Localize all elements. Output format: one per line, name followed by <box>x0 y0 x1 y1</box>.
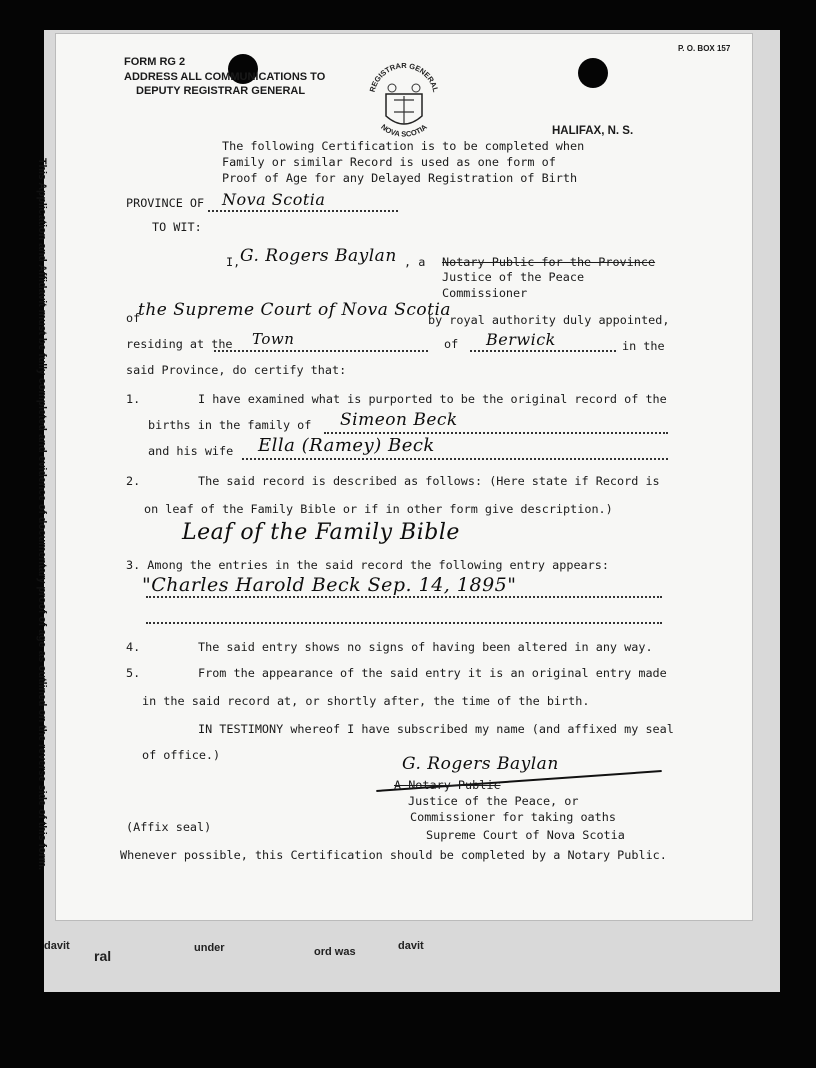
place-type: Town <box>252 330 295 348</box>
strip-word: davit <box>398 940 424 952</box>
certifier-article: , a <box>404 255 426 269</box>
item5-text-cont: in the said record at, or shortly after, the time of the birth. <box>142 694 590 708</box>
footer-note: Whenever possible, this Certification should be completed by a Notary Public. <box>120 848 667 862</box>
intro-line: The following Certification is to be completed when <box>222 139 585 153</box>
record-description: Leaf of the Family Bible <box>182 520 460 545</box>
nova-scotia-seal-icon <box>364 54 444 150</box>
city: HALIFAX, N. S. <box>552 125 634 137</box>
entry-line-2 <box>146 622 662 624</box>
place-line <box>470 350 616 352</box>
strip-word: ral <box>94 948 112 964</box>
address-line: DEPUTY REGISTRAR GENERAL <box>136 85 306 97</box>
seal-top-text: REGISTRAR GENERAL <box>367 61 441 94</box>
province-value: Nova Scotia <box>222 190 326 209</box>
po-box: P. O. BOX 157 <box>678 44 731 53</box>
signature: G. Rogers Baylan <box>402 754 559 774</box>
to-wit: TO WIT: <box>152 220 202 234</box>
strip-word: under <box>194 942 225 954</box>
father-line <box>324 432 668 434</box>
sig-commissioner: Commissioner for taking oaths <box>410 810 616 824</box>
court-name: the Supreme Court of Nova Scotia <box>138 300 452 320</box>
justice-option: Justice of the Peace <box>442 270 585 284</box>
intro-line: Family or similar Record is used as one form of <box>222 155 556 169</box>
certification-form <box>56 34 752 920</box>
bottom-strip <box>44 922 780 992</box>
said-province-text: said Province, do certify that: <box>126 363 347 377</box>
strip-word: davit <box>44 940 70 952</box>
svg-text:REGISTRAR GENERAL <box>368 61 441 93</box>
commissioner-option: Commissioner <box>442 286 528 300</box>
mother-name: Ella (Ramey) Beck <box>258 435 435 456</box>
province-field-line <box>208 210 398 212</box>
place-type-line <box>214 350 428 352</box>
residing-label: residing at the <box>126 337 233 351</box>
testimony-text-cont: of office.) <box>142 748 221 762</box>
province-label: PROVINCE OF <box>126 196 205 210</box>
wife-label: and his wife <box>148 444 234 458</box>
certifier-name: G. Rogers Baylan <box>240 246 397 266</box>
mother-line <box>242 458 668 460</box>
address-line: ADDRESS ALL COMMUNICATIONS TO <box>124 71 326 83</box>
strip-word: ord was <box>314 946 356 958</box>
of-label-2: of <box>444 337 459 351</box>
item1-text: I have examined what is purported to be the original record of the <box>198 392 667 406</box>
sig-court: Supreme Court of Nova Scotia <box>426 828 625 842</box>
entry-line-1 <box>146 596 662 598</box>
seal-bottom-text: NOVA SCOTIA <box>379 122 429 139</box>
certifier-prefix: I, <box>226 255 241 269</box>
notary-option: Notary Public for the Province <box>442 255 656 269</box>
place-name: Berwick <box>486 330 556 349</box>
sig-notary: A Notary Public <box>394 778 501 792</box>
item2-text-cont: on leaf of the Family Bible or if in other form give description.) <box>144 502 613 516</box>
of-label: of <box>126 311 141 325</box>
item5-text: From the appearance of the said entry it is an original entry made <box>198 666 667 680</box>
form-number: FORM RG 2 <box>124 56 186 68</box>
item-number: 5. <box>126 666 141 680</box>
item3-text: 3. Among the entries in the said record the following entry appears: <box>126 558 609 572</box>
item-number: 4. <box>126 640 141 654</box>
item-number: 2. <box>126 474 141 488</box>
side-note: This Application and Affidavit must be fully completed and evidence of documentary proof of age as outlined on the reverse side of this form. <box>36 158 48 871</box>
item4-text: The said entry shows no signs of having been altered in any way. <box>198 640 653 654</box>
in-the-text: in the <box>622 339 665 353</box>
authority-text: by royal authority duly appointed, <box>428 313 670 327</box>
item2-text: The said record is described as follows: (Here state if Record is <box>198 474 660 488</box>
affix-seal: (Affix seal) <box>126 820 212 834</box>
births-label: births in the family of <box>148 418 312 432</box>
punch-hole <box>578 58 608 88</box>
testimony-text: IN TESTIMONY whereof I have subscribed my name (and affixed my seal <box>198 722 674 736</box>
intro-line: Proof of Age for any Delayed Registration of Birth <box>222 171 578 185</box>
item-number: 1. <box>126 392 141 406</box>
father-name: Simeon Beck <box>340 410 458 430</box>
sig-justice: Justice of the Peace, or <box>408 794 579 808</box>
entry-value: "Charles Harold Beck Sep. 14, 1895" <box>142 574 517 596</box>
